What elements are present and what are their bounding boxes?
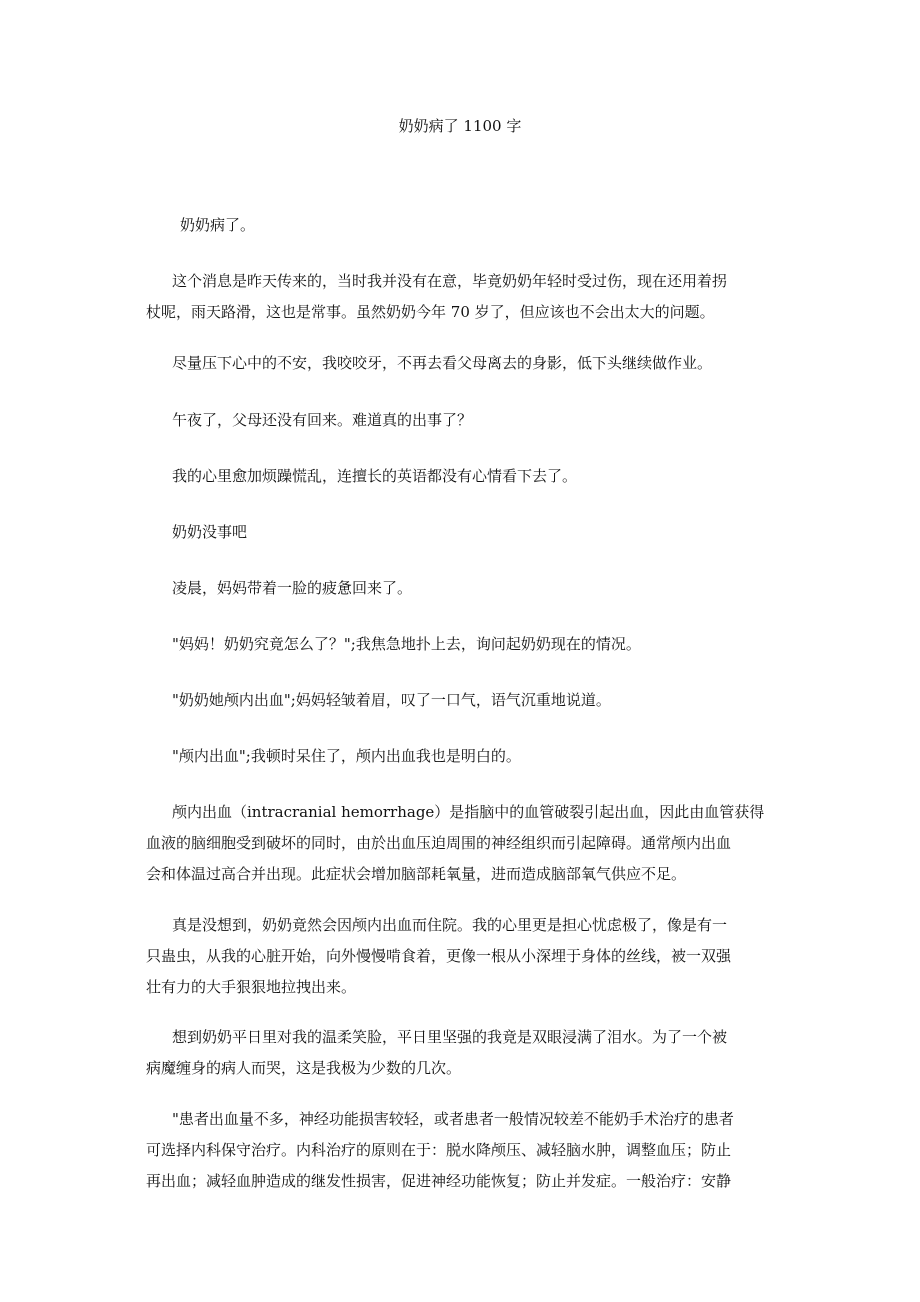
text-line: 颅内出血（intracranial hemorrhage）是指脑中的血管破裂引起出血，因此由血管获得 — [172, 803, 765, 821]
text-line: 血液的脑细胞受到破坏的同时，由於出血压迫周围的神经组织而引起障碍。通常颅内出血 — [146, 834, 732, 852]
text-line: 会和体温过高合并出现。此症状会增加脑部耗氧量，进而造成脑部氧气供应不足。 — [146, 865, 687, 883]
text-line: 杖呢，雨天路滑，这也是常事。虽然奶奶今年 70 岁了，但应该也不会出太大的问题。 — [146, 303, 715, 321]
text-line: 可选择内科保守治疗。内科治疗的原则在于：脱水降颅压、减轻脑水肿，调整血压；防止 — [146, 1141, 732, 1159]
paragraph-6 — [172, 517, 752, 548]
paragraph-9 — [172, 685, 752, 716]
paragraph-5 — [172, 461, 752, 492]
paragraph-7 — [172, 573, 752, 604]
text-line: 病魔缠身的病人而哭，这是我极为少数的几次。 — [146, 1059, 462, 1077]
text-line: 我的心里愈加烦躁慌乱，连擅长的英语都没有心情看下去了。 — [172, 467, 578, 485]
text-line: 尽量压下心中的不安，我咬咬牙，不再去看父母离去的身影，低下头继续做作业。 — [172, 354, 713, 372]
text-line: 凌晨，妈妈带着一脸的疲惫回来了。 — [172, 579, 413, 597]
text-line: 想到奶奶平日里对我的温柔笑脸，平日里坚强的我竟是双眼浸满了泪水。为了一个被 — [172, 1028, 728, 1046]
text-line: 奶奶没事吧 — [172, 523, 248, 541]
paragraph-10 — [172, 741, 752, 772]
text-line: "奶奶她颅内出血";妈妈轻皱着眉，叹了一口气，语气沉重地说道。 — [172, 691, 611, 709]
paragraph-3 — [172, 348, 752, 379]
text-line: 这个消息是昨天传来的，当时我并没有在意，毕竟奶奶年轻时受过伤，现在还用着拐 — [172, 272, 728, 290]
text-line: "患者出血量不多，神经功能损害较轻，或者患者一般情况较差不能奶手术治疗的患者 — [172, 1110, 734, 1128]
text-line: "妈妈！奶奶究竟怎么了？";我焦急地扑上去，询问起奶奶现在的情况。 — [172, 635, 641, 653]
text-line: "颅内出血";我顿时呆住了，颅内出血我也是明白的。 — [172, 747, 521, 765]
paragraph-8 — [172, 629, 752, 660]
text-line: 真是没想到，奶奶竟然会因颅内出血而住院。我的心里更是担心忧虑极了，像是有一 — [172, 916, 728, 934]
text-line: 午夜了，父母还没有回来。难道真的出事了？ — [172, 411, 473, 429]
paragraph-12 — [146, 910, 752, 1003]
document-title: 奶奶病了 1100 字 — [398, 117, 522, 135]
paragraph-2 — [146, 266, 752, 328]
text-line: 再出血；减轻血肿造成的继发性损害，促进神经功能恢复；防止并发症。一般治疗：安静 — [146, 1172, 732, 1190]
paragraph-11 — [146, 797, 765, 890]
text-line: 只蛊虫，从我的心脏开始，向外慢慢啃食着，更像一根从小深埋于身体的丝线，被一双强 — [146, 947, 732, 965]
paragraph-13 — [146, 1022, 752, 1084]
paragraph-14 — [146, 1104, 752, 1197]
paragraph-4 — [172, 405, 752, 436]
paragraph-1 — [180, 210, 760, 241]
text-line: 壮有力的大手狠狠地拉拽出来。 — [146, 978, 357, 996]
text-line: 奶奶病了。 — [180, 216, 256, 234]
